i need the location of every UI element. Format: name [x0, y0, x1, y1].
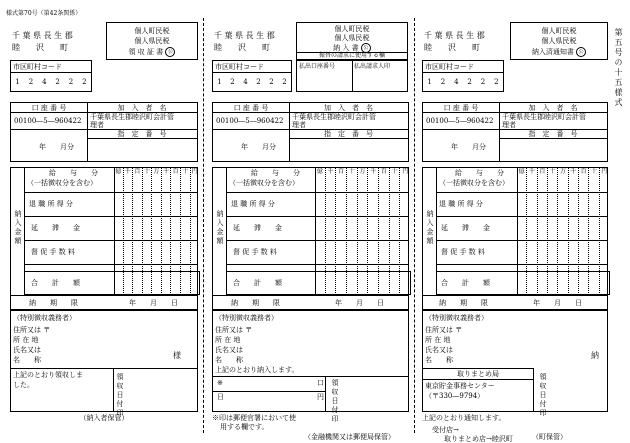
withholder-label-2: （特別徴収義務者） [215, 314, 278, 322]
tax-line2-3: 個人県民税 [541, 37, 577, 45]
title-label-3: 名 称 [425, 356, 453, 364]
panel-receipt [10, 22, 198, 442]
account-block-2 [212, 102, 409, 162]
designated-number-label-3: 指 定 番 号 [528, 130, 578, 138]
row-salary: 給 与 分 [49, 169, 98, 177]
doc-title-2: 納 入 書 公 [297, 43, 407, 53]
account-number-label: 口 座 番 号 [31, 104, 67, 112]
row-salary-3: 給 与 分 [455, 169, 504, 177]
postal-kou: 口 [317, 379, 324, 387]
row-delinquency-3: 延 滞 金 [441, 224, 490, 232]
account-number: 00100―5―960422 [14, 117, 82, 125]
doc-title-3: 納入済通知書 公 [511, 47, 607, 57]
account-number-label-3: 口 座 番 号 [443, 104, 479, 112]
row-deadline: 納 期 限 [29, 299, 78, 307]
tax-line1-3: 個人町民税 [541, 27, 577, 35]
address-label: 住所又は 〒 [13, 326, 51, 334]
account-block-3 [422, 102, 608, 162]
postal-en: 円 [317, 393, 324, 401]
city-code-label-3: 市区町村コード [425, 63, 474, 71]
account-block [10, 102, 198, 162]
designated-number-label-2: 指 定 番 号 [324, 130, 373, 138]
row-total: 合 計 額 [31, 279, 80, 287]
subscriber-name-label-2: 加 入 者 名 [324, 104, 373, 112]
doc-title: 領 収 証 書 公 [107, 47, 197, 57]
amount-label-2: 納入金額 [216, 210, 224, 246]
paid-text: 上記のとおり納入します。 [215, 366, 299, 374]
location-label-2: 所 在 地 [215, 336, 241, 344]
postal-mark: ※ [217, 379, 223, 387]
deadline-date: 年 月 日 [129, 299, 178, 307]
withholder-label-3: （特別徴収義務者） [425, 314, 488, 322]
amount-label: 納入金額 [14, 210, 22, 246]
amount-block-2 [212, 167, 409, 310]
row-dunning-3: 督 促 手 数 料 [441, 248, 485, 256]
row-salary-note: （一括徴収分を含む） [27, 179, 97, 187]
transfer-requester-label: 払出請求人印 [354, 63, 391, 70]
receipt-date-label: 領収日付印 [116, 373, 124, 418]
tax-line1: 個人町民税 [134, 27, 170, 35]
tax-title-box [106, 22, 198, 60]
address-label-3: 住所又は 〒 [425, 326, 463, 334]
honorific-3: 納 [591, 351, 599, 360]
subscriber-name: 千葉県長生郡睦沢町会計管 [90, 113, 174, 121]
tax-line2: 個人県民税 [134, 37, 170, 45]
city-code-label: 市区町村コード [13, 63, 62, 71]
received-text-2: した。 [13, 381, 34, 389]
received-text: 上記のとおり領収しま [13, 371, 83, 379]
row-dunning: 督 促 手 数 料 [31, 248, 75, 256]
honorific: 様 [173, 351, 181, 360]
city-code-box [10, 60, 92, 92]
postal-note: ※印は郵便官署において使 [212, 414, 296, 422]
digit-columns-3: 億 千 百 十 万 千 百 十 円 [517, 168, 609, 295]
receipt-date-label-2: 領収日付印 [331, 379, 339, 424]
year-month-3: 年 月分 [451, 143, 486, 151]
municipality-line2-2: 睦 沢 町 [214, 43, 270, 52]
panel-notice [422, 22, 608, 442]
footer-bank: （金融機関又は郵便局保管） [304, 433, 395, 441]
row-total-2: 合 計 額 [233, 279, 282, 287]
row-delinquency-2: 延 滞 金 [233, 224, 282, 232]
subscriber-name-3b: 理者 [502, 121, 516, 129]
notified-text: 上記のとおり通知します。 [422, 414, 506, 422]
digit-columns-2: 億 千 百 十 万 千 百 十 円 [315, 168, 410, 295]
city-code-box-2 [212, 60, 292, 92]
transfer-note: 振替の請求に使用する欄 [318, 52, 385, 59]
form-number: 様式第70号（第42条関係） [6, 10, 82, 17]
row-salary-2: 給 与 分 [251, 169, 300, 177]
footer-receipt: （納入者保管） [79, 414, 129, 422]
row-deadline-2: 納 期 限 [231, 299, 280, 307]
designated-number-label: 指 定 番 号 [117, 130, 167, 138]
city-code-box-3 [422, 60, 504, 92]
city-code-digits-2: 1 2 4 2 2 2 [217, 78, 287, 86]
postal-day: 日 [217, 393, 224, 401]
location-label-3: 所 在 地 [425, 336, 451, 344]
municipality-line2-3: 睦 沢 町 [424, 43, 480, 52]
account-number-3: 00100―5―960422 [426, 117, 494, 125]
transfer-account-label: 払出口座番号 [299, 63, 336, 70]
year-month-2: 年 月分 [241, 143, 276, 151]
handling-office-label: 取りまとめ局 [457, 370, 499, 378]
transfer-box [296, 52, 408, 92]
address-label-2: 住所又は 〒 [215, 326, 253, 334]
withholder-label: （特別徴収義務者） [13, 314, 76, 322]
city-code-digits-3: 1 2 4 2 2 2 [427, 78, 499, 86]
postal-note-2: 用する欄です。 [220, 423, 269, 431]
location-label: 所 在 地 [13, 336, 39, 344]
panel-payment-slip [212, 22, 409, 442]
name-label-3: 氏名又は [425, 346, 453, 354]
receipt-date-label-3: 領収日付印 [539, 373, 547, 418]
city-code-label-2: 市区町村コード [215, 63, 264, 71]
tax-line2-2: 個人県民税 [334, 34, 370, 42]
row-delinquency: 延 滞 金 [31, 224, 80, 232]
subscriber-name-3a: 千葉県長生郡睦沢町会計管 [502, 113, 586, 121]
title-label: 名 称 [13, 356, 41, 364]
subscriber-name-2a: 千葉県長生郡睦沢町会計管 [292, 113, 376, 121]
municipality-line1-2: 千 葉 県 長 生 郡 [214, 31, 275, 40]
row-retirement-3: 退 職 所 得 分 [439, 200, 483, 208]
account-number-label-2: 口 座 番 号 [233, 104, 269, 112]
handling-office-zip: （〒330―9794） [425, 392, 485, 400]
tax-title-box-3 [510, 22, 608, 60]
account-number-2: 00100―5―960422 [216, 117, 284, 125]
deadline-date-2: 年 月 日 [335, 299, 384, 307]
subscriber-name-label-3: 加 入 者 名 [528, 104, 578, 112]
row-salary-note-2: （一括徴収分を含む） [229, 179, 299, 187]
digit-columns: 億 千 百 十 万 千 百 十 円 [114, 168, 199, 295]
year-month: 年 月分 [39, 143, 74, 151]
deadline-date-3: 年 月 日 [533, 299, 582, 307]
subscriber-name-label: 加 入 者 名 [117, 104, 167, 112]
amount-label-3: 納入金額 [426, 210, 434, 246]
row-retirement: 退 職 所 得 分 [29, 200, 73, 208]
amount-block [10, 167, 198, 310]
footer-town: （町保管） [532, 433, 567, 441]
municipality-line1-3: 千 葉 県 長 生 郡 [424, 31, 485, 40]
tax-line1-2: 個人町民税 [334, 25, 370, 33]
routing-line1: 受付店→ [432, 426, 459, 434]
municipality-line1: 千 葉 県 長 生 郡 [12, 31, 73, 40]
city-code-digits: 1 2 4 2 2 2 [15, 78, 87, 86]
routing-line2: 取りまとめ店→睦沢町 [444, 435, 513, 443]
row-dunning-2: 督 促 手 数 料 [233, 248, 277, 256]
municipality-line2: 睦 沢 町 [12, 43, 68, 52]
name-label: 氏名又は [13, 346, 41, 354]
amount-block-3 [422, 167, 608, 310]
title-label-2: 名 称 [215, 356, 243, 364]
cut-line-1 [203, 18, 204, 433]
row-salary-note-3: （一括徴収分を含む） [439, 179, 509, 187]
handling-office-name: 東京貯金事務センター [425, 382, 495, 390]
subscriber-name-2: 理者 [90, 121, 104, 129]
side-title: 第五号の十五様式 [614, 28, 623, 108]
name-label-2: 氏名又は [215, 346, 243, 354]
cut-line-2 [414, 18, 415, 433]
row-total-3: 合 計 額 [441, 279, 490, 287]
subscriber-name-2b: 理者 [292, 121, 306, 129]
row-deadline-3: 納 期 限 [439, 299, 488, 307]
row-retirement-2: 退 職 所 得 分 [231, 200, 275, 208]
